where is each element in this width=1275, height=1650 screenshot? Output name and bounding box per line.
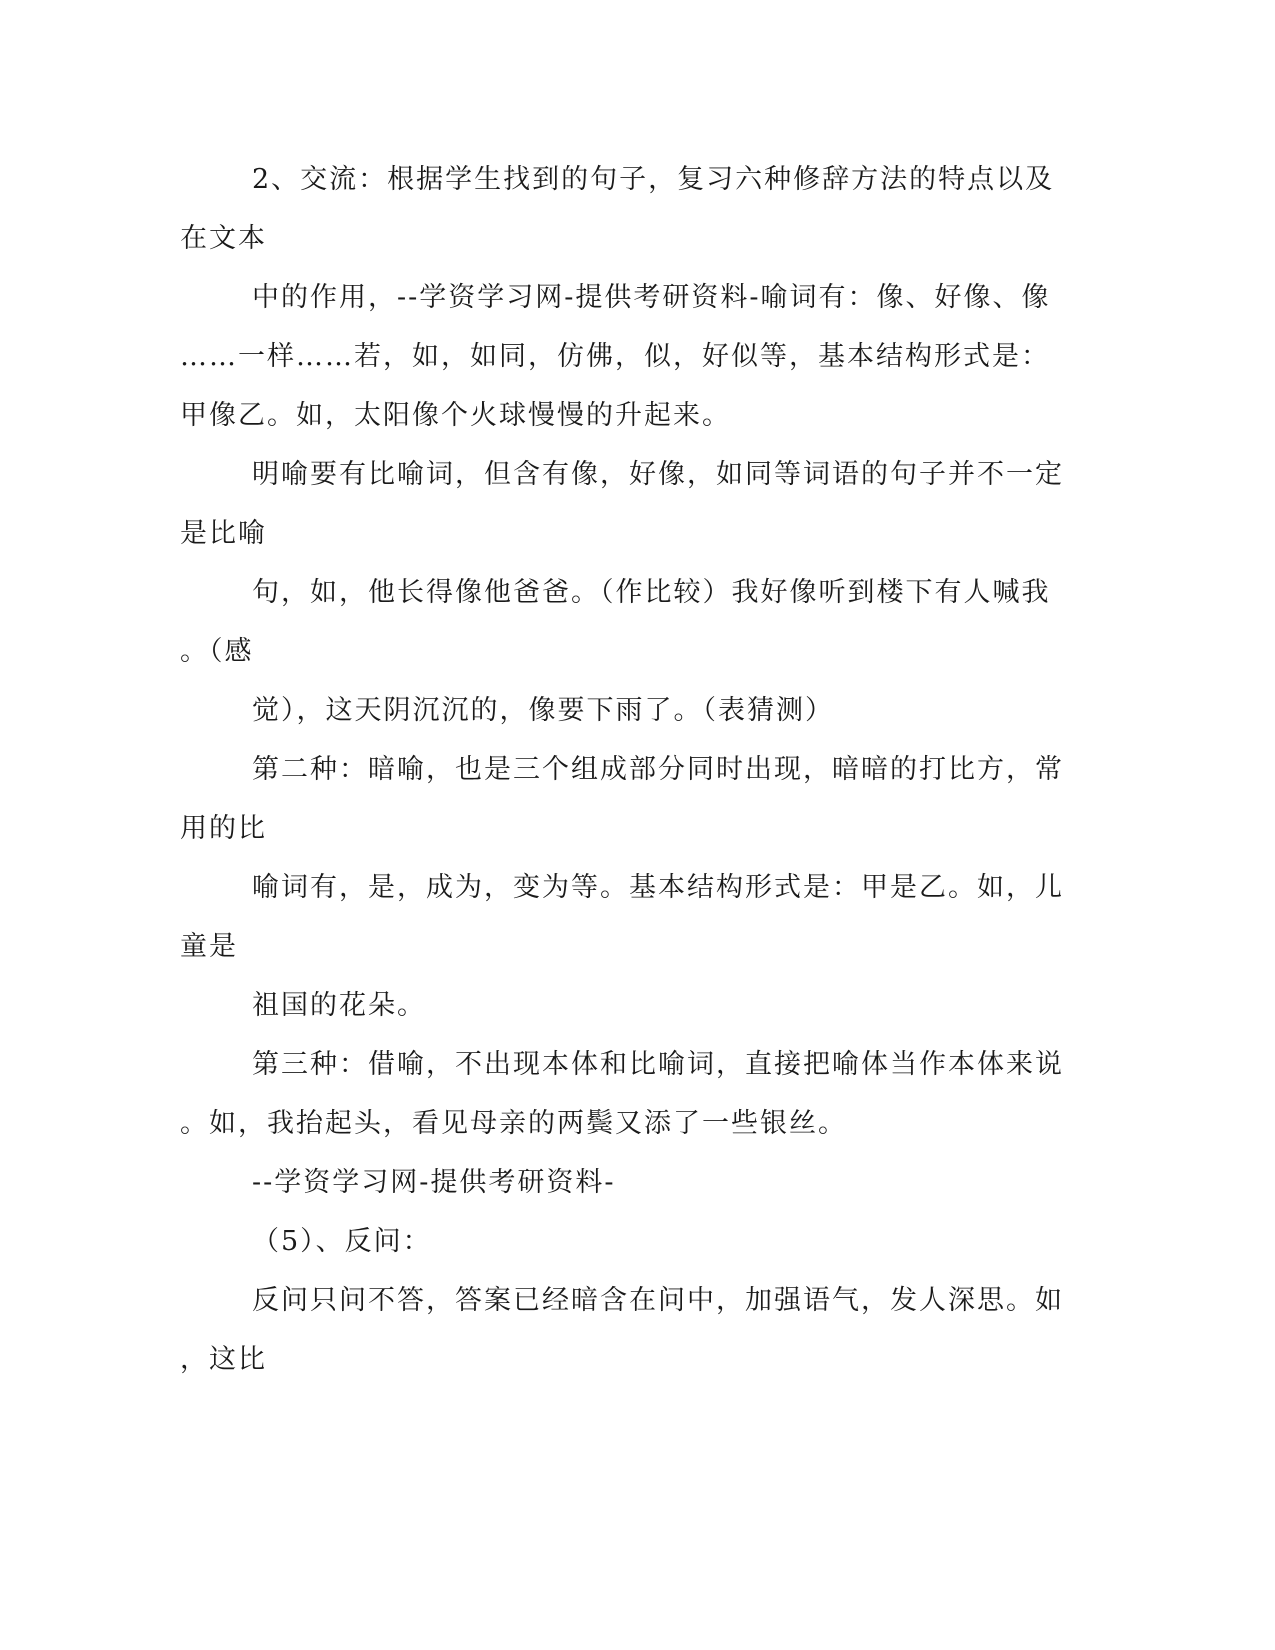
text-line: （5）、反问： (252, 1226, 432, 1257)
text-line: 句，如，他长得像他爸爸。（作比较）我好像听到楼下有人喊我 (252, 577, 1051, 608)
text-line: 第二种：暗喻，也是三个组成部分同时出现，暗暗的打比方，常 (252, 754, 1064, 785)
text-line: --学资学习网-提供考研资料- (252, 1167, 616, 1198)
text-line: 中的作用，--学资学习网-提供考研资料-喻词有：像、好像、像 (252, 282, 1051, 313)
text-line: 第三种：借喻，不出现本体和比喻词，直接把喻体当作本体来说 (252, 1049, 1064, 1080)
text-line: ，这比 (180, 1344, 267, 1375)
text-line: 。如，我抬起头，看见母亲的两鬓又添了一些银丝。 (180, 1108, 847, 1139)
text-line: 觉），这天阴沉沉的，像要下雨了。（表猜测） (252, 695, 834, 726)
text-line: 在文本 (180, 223, 267, 254)
text-line: 是比喻 (180, 518, 267, 549)
text-line: 童是 (180, 931, 238, 962)
text-line: 2、交流：根据学生找到的句子，复习六种修辞方法的特点以及 (252, 164, 1055, 195)
text-line: 明喻要有比喻词，但含有像，好像，如同等词语的句子并不一定 (252, 459, 1064, 490)
text-line: 。（感 (180, 636, 254, 667)
text-line: ……一样……若，如，如同，仿佛，似，好似等，基本结构形式是： (180, 341, 1050, 372)
text-line: 喻词有，是，成为，变为等。基本结构形式是：甲是乙。如，儿 (252, 872, 1064, 903)
text-line: 用的比 (180, 813, 267, 844)
text-line: 祖国的花朵。 (252, 990, 426, 1021)
text-line: 甲像乙。如，太阳像个火球慢慢的升起来。 (180, 400, 731, 431)
text-line: 反问只问不答，答案已经暗含在问中，加强语气，发人深思。如 (252, 1285, 1064, 1316)
